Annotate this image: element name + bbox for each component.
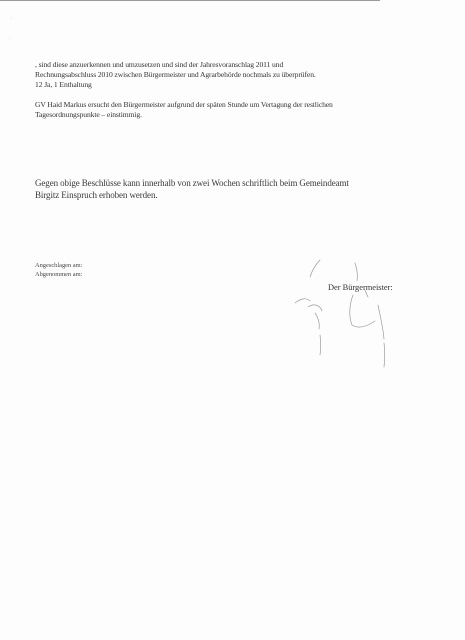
resolution-paragraph [35, 60, 316, 90]
top-edge-rule [0, 0, 380, 1]
posting-dates [35, 262, 82, 279]
signature-label: Der Bürgermeister: [328, 283, 393, 292]
text-line: Gegen obige Beschlüsse kann innerhalb von zwei Wochen schriftlich beim Gemeindeamt [35, 178, 349, 188]
text-line: 12 Ja, 1 Enthaltung [35, 80, 92, 89]
scan-speck: · [9, 36, 11, 42]
objection-notice [35, 177, 349, 201]
removed-label: Abgenommen am: [35, 270, 83, 278]
scan-speck: · [10, 16, 12, 22]
text-line: Tagesordnungspunkte – einstimmig. [35, 110, 142, 119]
adjournment-paragraph [35, 100, 333, 120]
text-line: Rechnungsabschluss 2010 zwischen Bürgermeister und Agrarbehörde nochmals zu überprüfen. [35, 70, 316, 79]
handwritten-signature [280, 255, 400, 385]
text-line: , sind diese anzuerkennen und umzusetzen und sind der Jahresvoranschlag 2011 und [35, 60, 284, 69]
text-line: Birgitz Einspruch erhoben werden. [35, 190, 158, 200]
text-line: GV Haid Markus ersucht den Bürgermeister aufgrund der späten Stunde um Vertagung der restlichen [35, 100, 333, 109]
posted-label: Angeschlagen am: [35, 262, 83, 269]
